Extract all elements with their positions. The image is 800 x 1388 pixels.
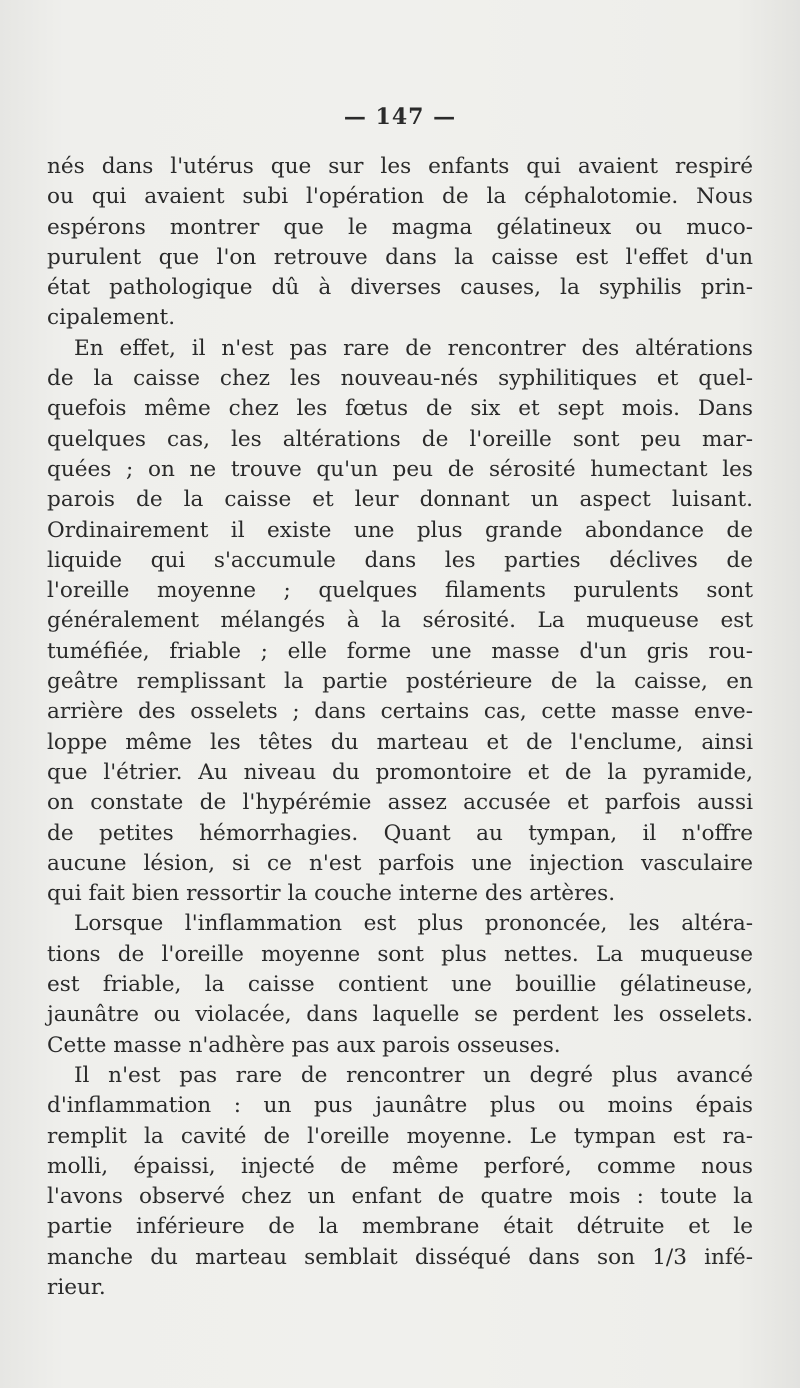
text-line: rieur. <box>47 1274 106 1300</box>
text-line: quelques cas, les altérations de l'oreille sont peu mar- <box>47 426 753 452</box>
text-line: jaunâtre ou violacée, dans laquelle se perdent les osselets. <box>47 1002 753 1028</box>
text-line: Il n'est pas rare de rencontrer un degré plus avancé <box>74 1062 753 1088</box>
text-line: qui fait bien ressortir la couche interne des artères. <box>47 881 616 907</box>
text-line: parois de la caisse et leur donnant un aspect luisant. <box>47 487 753 513</box>
text-line: En effet, il n'est pas rare de rencontrer des altérations <box>74 335 753 361</box>
text-line: généralement mélangés à la sérosité. La muqueuse est <box>47 608 753 634</box>
text-line: geâtre remplissant la partie postérieure de la caisse, en <box>47 669 753 695</box>
text-line: nés dans l'utérus que sur les enfants qui avaient respiré <box>47 154 753 179</box>
text-line: espérons montrer que le magma gélatineux ou muco- <box>47 214 753 240</box>
text-line: tuméfiée, friable ; elle forme une masse d'un gris rou- <box>47 638 753 664</box>
text-line: cipalement. <box>47 305 176 331</box>
text-line: de la caisse chez les nouveau-nés syphilitiques et quel- <box>47 366 753 392</box>
text-line: l'oreille moyenne ; quelques filaments purulents sont <box>47 578 753 604</box>
text-line: que l'étrier. Au niveau du promontoire et de la pyramide, <box>47 759 753 785</box>
text-line: Cette masse n'adhère pas aux parois osseuses. <box>47 1032 561 1058</box>
text-line: aucune lésion, si ce n'est parfois une injection vasculaire <box>47 850 753 876</box>
text-line: état pathologique dû à diverses causes, la syphilis prin- <box>47 275 753 301</box>
text-line: molli, épaissi, injecté de même perforé, comme nous <box>47 1153 753 1179</box>
text-line: on constate de l'hypérémie assez accusée et parfois aussi <box>47 790 753 816</box>
text-line: Lorsque l'inflammation est plus prononcée, les altéra- <box>74 911 753 937</box>
text-line: quées ; on ne trouve qu'un peu de sérosité humectant les <box>47 456 753 482</box>
text-line: loppe même les têtes du marteau et de l'enclume, ainsi <box>47 729 753 755</box>
body-text <box>47 152 753 1303</box>
text-line: remplit la cavité de l'oreille moyenne. Le tympan est ra- <box>47 1123 753 1149</box>
text-line: purulent que l'on retrouve dans la caisse est l'effet d'un <box>47 244 753 270</box>
text-line: de petites hémorrhagies. Quant au tympan, il n'offre <box>47 820 753 846</box>
text-line: manche du marteau semblait disséqué dans son 1/3 infé- <box>47 1244 753 1270</box>
page-number: — 147 — <box>343 104 457 130</box>
text-line: ou qui avaient subi l'opération de la céphalotomie. Nous <box>47 184 753 210</box>
text-line: tions de l'oreille moyenne sont plus nettes. La muqueuse <box>47 941 753 967</box>
text-line: Ordinairement il existe une plus grande abondance de <box>47 517 753 543</box>
text-line: partie inférieure de la membrane était détruite et le <box>47 1214 753 1240</box>
text-line: est friable, la caisse contient une bouillie gélatineuse, <box>47 972 753 998</box>
text-line: d'inflammation : un pus jaunâtre plus ou moins épais <box>47 1093 753 1119</box>
text-line: arrière des osselets ; dans certains cas, cette masse enve- <box>47 699 753 725</box>
text-line: quefois même chez les fœtus de six et sept mois. Dans <box>47 396 753 422</box>
text-line: liquide qui s'accumule dans les parties déclives de <box>47 547 753 573</box>
text-line: l'avons observé chez un enfant de quatre mois : toute la <box>47 1184 753 1210</box>
